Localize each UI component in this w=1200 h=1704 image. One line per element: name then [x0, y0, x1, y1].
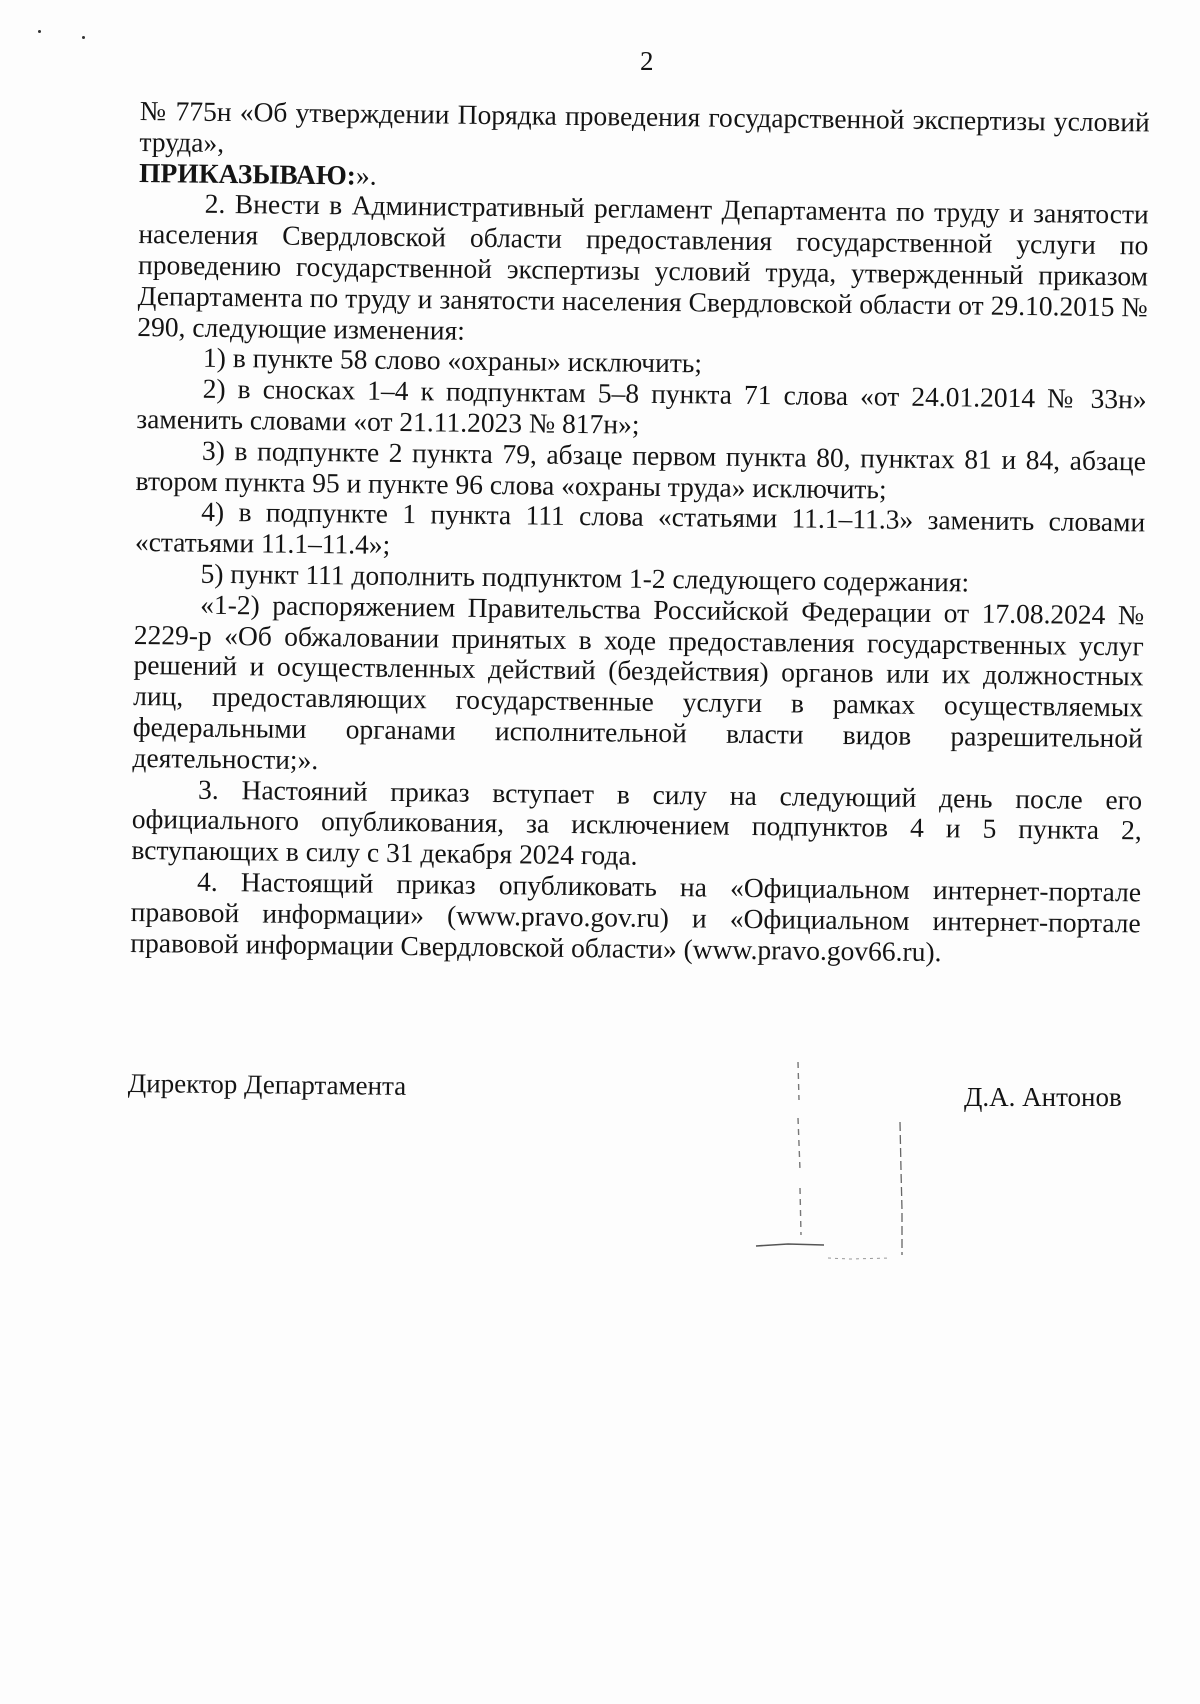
- sub-item-4: 4) в подпункте 1 пункта 111 слова «статьями 11.1–11.3» заменить словами «статьями 11.1–11.4»;: [134, 496, 1146, 561]
- sub-item-2: 2) в сносках 1–4 к подпунктам 5–8 пункта 71 слова «от 24.01.2014 № 33н» заменить словами «от 21.11.2023 № 817н»;: [136, 372, 1147, 440]
- item-4: 4. Настоящий приказ опубликовать на «Официальном интернет-портале правовой информации» (www.pravo.gov.ru) и «Официальном интернет-портале правовой информации Свердловской области» (www.pravo.gov66.ru).: [130, 865, 1142, 967]
- order-word-tail: ».: [355, 159, 377, 191]
- handwritten-signature: [720, 1060, 940, 1270]
- page-number: 2: [640, 46, 654, 76]
- sub-item-3: 3) в подпункте 2 пункта 79, абзаце первом пункта 80, пунктах 81 и 84, абзаце втором пункта 95 и пункте 96 слова «охраны труда» исключить;: [135, 434, 1147, 505]
- sub-item-1: 1) в пункте 58 слово «охраны» исключить;: [202, 342, 703, 379]
- item-3: 3. Настояний приказ вступает в силу на следующий день после его официального опубликования, за исключением подпунктов 4 и 5 пункта 2, вступающих в силу с 31 декабря 2024 года.: [131, 773, 1143, 871]
- item-2: 2. Внести в Административный регламент Департамента по труду и занятости населения Свердловской области предоставления государственной услуги по проведению государственной экспертизы условий труда, утвержденный приказом Департамента по труду и занятости населения Свердловской области от 29.10.2015 № 290, следующие изменения:: [137, 188, 1149, 346]
- sub-item-5: 5) пункт 111 дополнить подпунктом 1-2 следующего содержания:: [200, 557, 970, 598]
- sub-item-5-quote: «1-2) распоряжением Правительства Российской Федерации от 17.08.2024 № 2229-р «Об обжаловании принятых в ходе предоставления государственных услуг решений и осуществленных действий (бездействия) органов или их должностных лиц, предоставляющих государственные услуги в рамках осуществляемых федеральными органами исполнительной власти видов разрешительной деятельности;».: [132, 588, 1145, 775]
- signatory-name: Д.А. Антонов: [964, 1082, 1122, 1112]
- intro-line: № 775н «Об утверждении Порядка проведения государственной экспертизы условий труда»,: [139, 95, 1150, 158]
- order-word: ПРИКАЗЫВАЮ:: [138, 156, 357, 191]
- signatory-title: Директор Департамента: [127, 1068, 407, 1101]
